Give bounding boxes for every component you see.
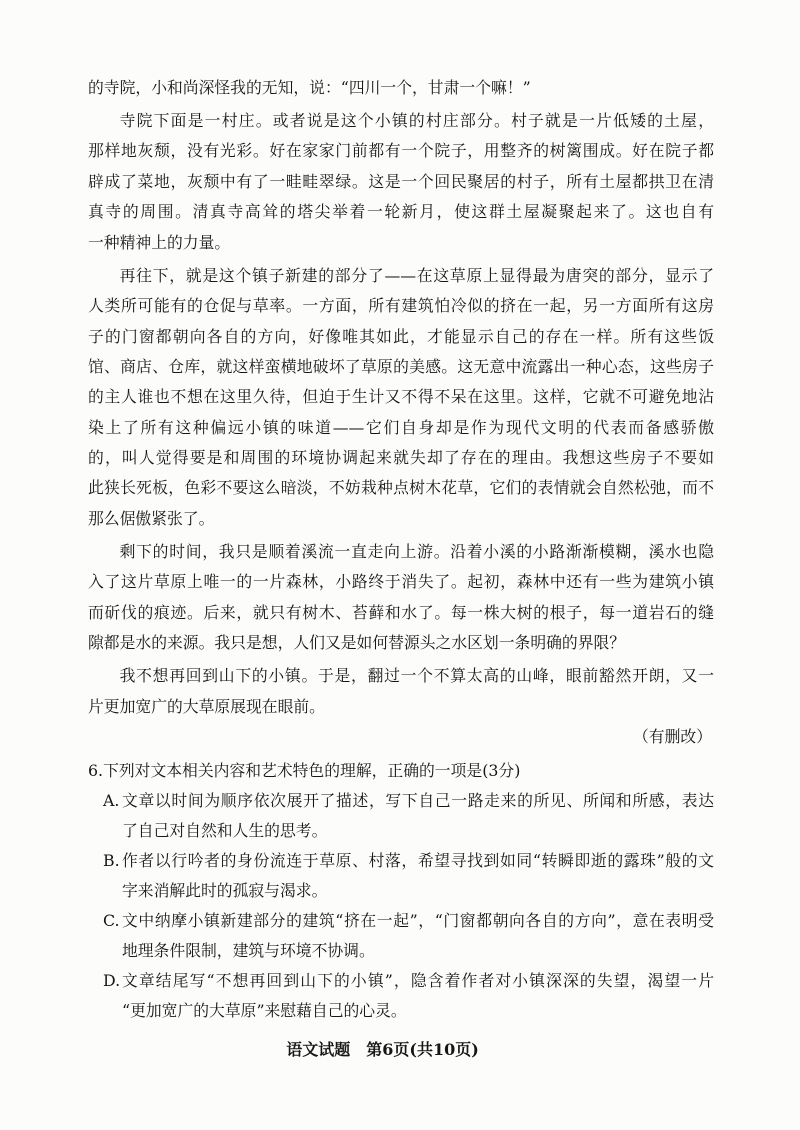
- reading-passage: [88, 73, 714, 753]
- question-stem: 6.下列对文本相关内容和艺术特色的理解，正确的一项是(3分): [88, 761, 521, 780]
- passage-line: 那样地灰颓，没有光彩。好在家家门前都有一个院子，用整齐的树篱围成。好在院子都: [88, 141, 714, 161]
- question-6: [88, 756, 714, 1026]
- option-line: “更加宽广的大草原”来慰藉自己的心灵。: [122, 1001, 407, 1020]
- passage-line: 子的门窗都朝向各自的方向，好像唯其如此，才能显示自己的存在一样。所有这些饭: [88, 326, 714, 346]
- passage-paragraph: [88, 106, 714, 258]
- passage-line: 那么倨傲紧张了。: [88, 508, 215, 528]
- option-line: 字来消解此时的孤寂与渴求。: [122, 881, 328, 900]
- passage-line: 人类所可能有的仓促与草率。一方面，所有建筑怕冷似的挤在一起，另一方面所有这房: [88, 296, 714, 316]
- option-label: C.: [103, 911, 120, 930]
- option-label: B.: [103, 851, 120, 870]
- passage-paragraph: [88, 261, 714, 534]
- page-footer: [0, 1038, 765, 1062]
- passage-line: 片更加宽广的大草原展现在眼前。: [88, 696, 325, 716]
- option-label: A.: [103, 791, 120, 810]
- passage-line: 的寺院，小和尚深怪我的无知，说：“四川一个，甘肃一个嘛！”: [88, 77, 531, 97]
- option-label: D.: [103, 971, 121, 990]
- passage-line: 再往下，就是这个镇子新建的部分了——在这草原上显得最为唐突的部分，显示了: [119, 265, 714, 285]
- passage-line: 剩下的时间，我只是顺着溪流一直走向上游。沿着小溪的小路渐渐模糊，溪水也隐: [119, 541, 714, 561]
- passage-paragraph: [88, 537, 714, 658]
- footer-page-number: 第6页(共10页): [366, 1040, 479, 1059]
- option-line: 作者以行吟者的身份流连于草原、村落，希望寻找到如同“转瞬即逝的露珠”般的文: [122, 851, 714, 870]
- option-d: [88, 966, 714, 1026]
- option-line: 地理条件限制，建筑与环境不协调。: [122, 941, 375, 960]
- option-b: [88, 846, 714, 906]
- passage-line: 入了这片草原上唯一的一片森林，小路终于消失了。起初，森林中还有一些为建筑小镇: [88, 572, 714, 592]
- option-a: [88, 786, 714, 846]
- option-c: [88, 906, 714, 966]
- option-line: 文章结尾写“不想再回到山下的小镇”，隐含着作者对小镇深深的失望，渴望一片: [122, 971, 714, 990]
- passage-line: 一种精神上的力量。: [88, 232, 231, 252]
- passage-line: 辟成了菜地，灰颓中有了一畦畦翠绿。这是一个回民聚居的村子，所有土屋都拱卫在清: [88, 171, 714, 191]
- passage-line: 寺院下面是一村庄。或者说是这个小镇的村庄部分。村子就是一片低矮的土屋，: [119, 111, 714, 131]
- passage-line: 的主人谁也不想在这里久待，但迫于生计又不得不呆在这里。这样，它就不可避免地沾: [88, 387, 714, 407]
- option-line: 了自己对自然和人生的思考。: [122, 821, 328, 840]
- passage-line: 染上了所有这种偏远小镇的味道——它们自身却是作为现代文明的代表而备感骄傲: [88, 417, 714, 437]
- passage-line: 隙都是水的来源。我只是想，人们又是如何替源头之水区划一条明确的界限？: [88, 632, 626, 652]
- passage-line: 此狭长死板，色彩不要这么暗淡，不妨栽种点树木花草，它们的表情就会自然松弛，而不: [88, 478, 714, 498]
- source-note: （有删改）: [633, 727, 712, 747]
- passage-line: 我不想再回到山下的小镇。于是，翻过一个不算太高的山峰，眼前豁然开朗，又一: [119, 666, 714, 686]
- passage-line: 而斫伐的痕迹。后来，就只有树木、苔藓和水了。每一株大树的根子，每一道岩石的缝: [88, 602, 714, 622]
- passage-paragraph: [88, 661, 714, 722]
- passage-line: 的，叫人觉得要是和周围的环境协调起来就失却了存在的理由。我想这些房子不要如: [88, 447, 714, 467]
- option-line: 文中纳摩小镇新建部分的建筑“挤在一起”，“门窗都朝向各自的方向”，意在表明受: [122, 911, 714, 930]
- option-line: 文章以时间为顺序依次展开了描述，写下自己一路走来的所见、所闻和所感，表达: [122, 791, 714, 810]
- passage-line: 馆、商店、仓库，就这样蛮横地破坏了草原的美感。这无意中流露出一种心态，这些房子: [88, 356, 714, 376]
- footer-subject: 语文试题: [286, 1040, 351, 1059]
- passage-line: 真寺的周围。清真寺高耸的塔尖举着一轮新月，使这群土屋凝聚起来了。这也自有: [88, 202, 714, 222]
- passage-lead: [88, 73, 714, 103]
